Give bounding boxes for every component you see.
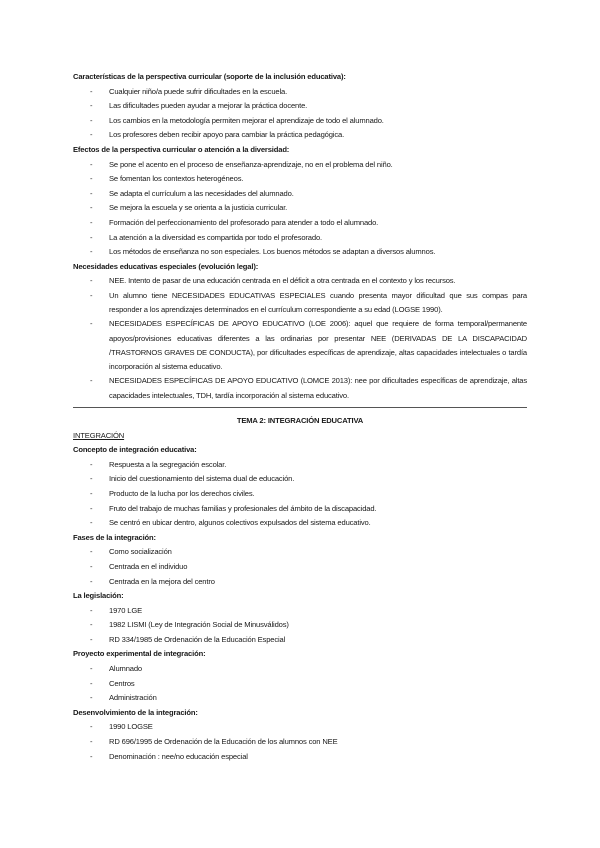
list-item: - Se pone el acento en el proceso de enseñanza-aprendizaje, no en el problema del niño. xyxy=(73,158,527,173)
list-item: - Cualquier niño/a puede sufrir dificultades en la escuela. xyxy=(73,85,527,100)
list-item: - Formación del perfeccionamiento del profesorado para atender a todo el alumnado. xyxy=(73,216,527,231)
list-item: - Las dificultades pueden ayudar a mejorar la práctica docente. xyxy=(73,99,527,114)
list-item: - Los cambios en la metodología permiten mejorar el aprendizaje de todo el alumnado. xyxy=(73,114,527,129)
list-item: - Se fomentan los contextos heterogéneos. xyxy=(73,172,527,187)
list-item: - Respuesta a la segregación escolar. xyxy=(73,458,527,473)
section-heading-special-needs: Necesidades educativas especiales (evolución legal): xyxy=(73,261,259,271)
list-item: - Se mejora la escuela y se orienta a la justicia curricular. xyxy=(73,201,527,216)
list-legislation xyxy=(73,604,527,648)
list-item: - NECESIDADES ESPECÍFICAS DE APOYO EDUCATIVO (LOE 2006): aquel que requiere de forma temporal/permanente apoyos/provisiones educativas diferentes a las ordinarias por presentar NEE (DERIVADAS DE LA DISCAPACIDAD /TRASTORNOS GRAVES DE CONDUCTA), por dificultades específicas de aprendizaje, altas capacidades intelectuales o tardía incorporación al sistema educativo. xyxy=(73,317,527,374)
list-item: - RD 334/1985 de Ordenación de la Educación Especial xyxy=(73,633,527,648)
list-item: - Los profesores deben recibir apoyo para cambiar la práctica pedagógica. xyxy=(73,128,527,143)
section-heading-experimental-project: Proyecto experimental de integración: xyxy=(73,649,206,659)
list-integration-phases xyxy=(73,545,527,589)
list-item: - La atención a la diversidad es compartida por todo el profesorado. xyxy=(73,231,527,246)
list-item: - Un alumno tiene NECESIDADES EDUCATIVAS ESPECIALES cuando presenta mayor dificultad que sus compas para responder a los aprendizajes determinados en el currículum correspondiente a su edad (LOGSE 1990). xyxy=(73,289,527,318)
list-item: - Como socialización xyxy=(73,545,527,560)
list-item: - Administración xyxy=(73,691,527,706)
list-item: - 1982 LISMI (Ley de Integración Social de Minusválidos) xyxy=(73,618,527,633)
horizontal-divider xyxy=(73,407,527,408)
list-curricular-characteristics xyxy=(73,85,527,143)
list-item: - 1990 LOGSE xyxy=(73,720,527,735)
list-item: - RD 696/1995 de Ordenación de la Educación de los alumnos con NEE xyxy=(73,735,527,750)
section-heading-legislation: La legislación: xyxy=(73,591,124,601)
list-item: - Se centró en ubicar dentro, algunos colectivos expulsados del sistema educativo. xyxy=(73,516,527,531)
page-title: TEMA 2: INTEGRACIÓN EDUCATIVA xyxy=(236,415,364,425)
list-special-needs xyxy=(73,274,527,403)
list-item: - Denominación : nee/no educación especial xyxy=(73,750,527,765)
list-item: - Centrada en la mejora del centro xyxy=(73,575,527,590)
list-item: - Se adapta el currículum a las necesidades del alumnado. xyxy=(73,187,527,202)
list-item: - NEE. Intento de pasar de una educación centrada en el déficit a otra centrada en el contexto y los recursos. xyxy=(73,274,527,288)
list-item: - Inicio del cuestionamiento del sistema dual de educación. xyxy=(73,472,527,487)
list-curricular-effects xyxy=(73,158,527,260)
section-subtitle: INTEGRACIÓN xyxy=(73,430,125,440)
list-experimental-project xyxy=(73,662,527,706)
section-heading-curricular-characteristics: Características de la perspectiva curricular (soporte de la inclusión educativa): xyxy=(73,72,346,81)
section-heading-integration-development: Desenvolvimiento de la integración: xyxy=(73,707,198,717)
list-item: - 1970 LGE xyxy=(73,604,527,619)
document-page xyxy=(73,70,527,764)
section-heading-integration-phases: Fases de la integración: xyxy=(73,532,156,542)
list-item: - Centros xyxy=(73,677,527,692)
list-item: - Los métodos de enseñanza no son especiales. Los buenos métodos se adaptan a diversos alumnos. xyxy=(73,245,527,260)
list-item: - Alumnado xyxy=(73,662,527,677)
list-integration-concept xyxy=(73,458,527,531)
section-heading-curricular-effects: Efectos de la perspectiva curricular o atención a la diversidad: xyxy=(73,144,290,154)
list-integration-development xyxy=(73,720,527,764)
list-item: - NECESIDADES ESPECÍFICAS DE APOYO EDUCATIVO (LOMCE 2013): nee por dificultades específicas de aprendizaje, altas capacidades intelectuales, TDH, tardía incorporación al sistema educativo. xyxy=(73,374,527,403)
list-item: - Fruto del trabajo de muchas familias y profesionales del ámbito de la discapacidad. xyxy=(73,502,527,517)
list-item: - Centrada en el individuo xyxy=(73,560,527,575)
section-heading-integration-concept: Concepto de integración educativa: xyxy=(73,445,197,455)
list-item: - Producto de la lucha por los derechos civiles. xyxy=(73,487,527,502)
